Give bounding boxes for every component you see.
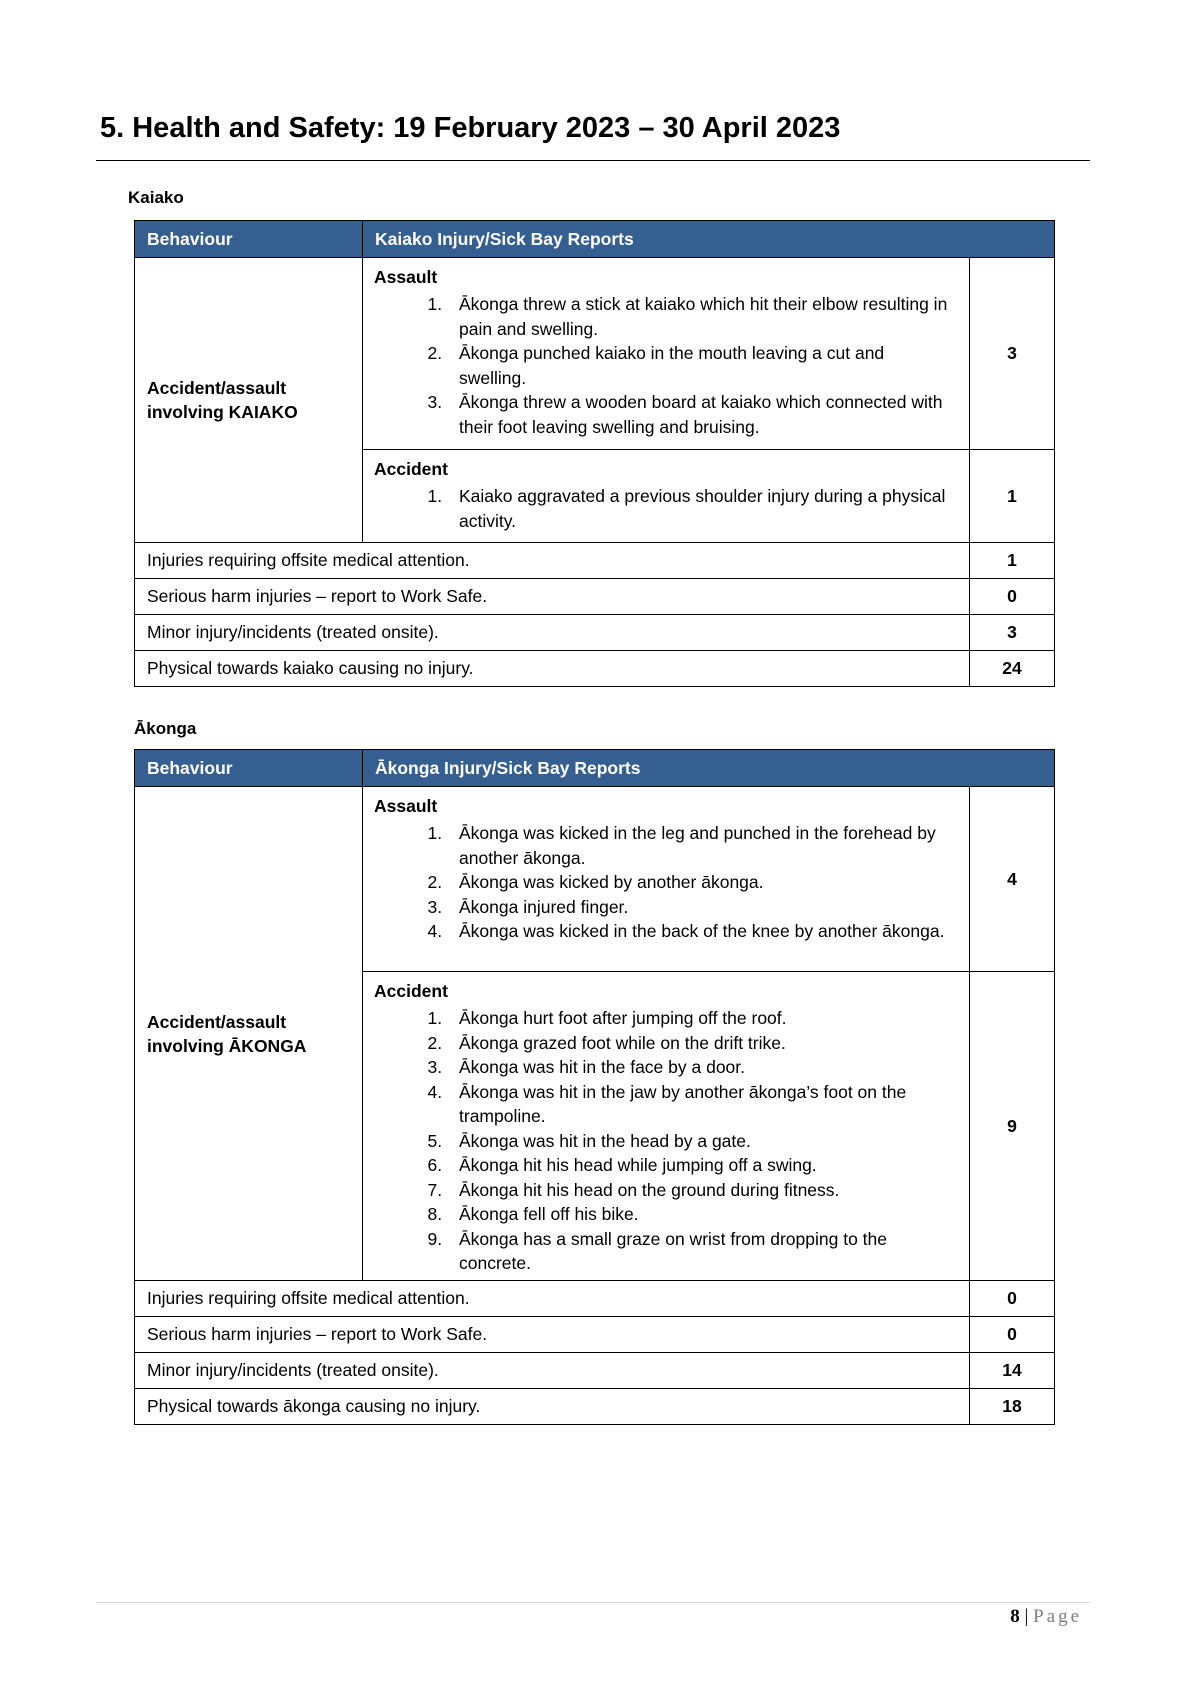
summary-value: 0 bbox=[970, 1281, 1055, 1317]
summary-value: 0 bbox=[970, 579, 1055, 615]
list-item: 7. Ākonga hit his head on the ground during fitness. bbox=[447, 1178, 955, 1203]
akonga-assault-count: 4 bbox=[970, 787, 1055, 972]
page-heading: 5. Health and Safety: 19 February 2023 – 30 April 2023 bbox=[100, 112, 841, 144]
akonga-header-row bbox=[135, 750, 1055, 787]
kaiako-accident-title: Accident bbox=[374, 459, 448, 479]
heading-rule bbox=[96, 160, 1090, 161]
table-row bbox=[135, 579, 1055, 615]
akonga-assault-list bbox=[363, 821, 969, 948]
summary-label: Serious harm injuries – report to Work Safe. bbox=[135, 579, 970, 615]
summary-value: 18 bbox=[970, 1389, 1055, 1425]
table-row bbox=[135, 1389, 1055, 1425]
summary-label: Injuries requiring offsite medical attention. bbox=[135, 1281, 970, 1317]
akonga-table bbox=[134, 749, 1055, 1425]
akonga-accident-count: 9 bbox=[970, 972, 1055, 1281]
list-item: 1. Ākonga threw a stick at kaiako which hit their elbow resulting in pain and swelling. bbox=[447, 292, 955, 341]
akonga-accident-cell bbox=[363, 972, 970, 1281]
akonga-behaviour-cell: Accident/assault involving ĀKONGA bbox=[135, 787, 363, 1281]
page-word: Page bbox=[1033, 1606, 1082, 1627]
list-item: 9. Ākonga has a small graze on wrist from dropping to the concrete. bbox=[447, 1227, 955, 1276]
akonga-col-behaviour: Behaviour bbox=[135, 750, 363, 787]
summary-value: 3 bbox=[970, 615, 1055, 651]
summary-value: 1 bbox=[970, 543, 1055, 579]
akonga-accident-list bbox=[363, 1006, 969, 1280]
list-item: 4. Ākonga was kicked in the back of the knee by another ākonga. bbox=[447, 919, 955, 944]
kaiako-assault-count: 3 bbox=[970, 258, 1055, 450]
list-item: 5. Ākonga was hit in the head by a gate. bbox=[447, 1129, 955, 1154]
kaiako-accident-list bbox=[363, 484, 969, 537]
kaiako-col-reports: Kaiako Injury/Sick Bay Reports bbox=[363, 221, 1055, 258]
summary-label: Minor injury/incidents (treated onsite). bbox=[135, 615, 970, 651]
page-footer bbox=[1010, 1606, 1082, 1628]
table-row bbox=[135, 543, 1055, 579]
list-item: 6. Ākonga hit his head while jumping off a swing. bbox=[447, 1153, 955, 1178]
footer-rule bbox=[96, 1602, 1090, 1603]
summary-label: Minor injury/incidents (treated onsite). bbox=[135, 1353, 970, 1389]
kaiako-accident-count: 1 bbox=[970, 450, 1055, 543]
kaiako-assault-cell bbox=[363, 258, 970, 450]
akonga-accident-title: Accident bbox=[374, 981, 448, 1001]
summary-value: 24 bbox=[970, 651, 1055, 687]
kaiako-accident-cell bbox=[363, 450, 970, 543]
list-item: 2. Ākonga was kicked by another ākonga. bbox=[447, 870, 955, 895]
list-item: 1. Ākonga was kicked in the leg and punched in the forehead by another ākonga. bbox=[447, 821, 955, 870]
list-item: 4. Ākonga was hit in the jaw by another ākonga’s foot on the trampoline. bbox=[447, 1080, 955, 1129]
list-item: 3. Ākonga threw a wooden board at kaiako which connected with their foot leaving swelling and bruising. bbox=[447, 390, 955, 439]
summary-label: Injuries requiring offsite medical attention. bbox=[135, 543, 970, 579]
kaiako-behaviour-cell: Accident/assault involving KAIAKO bbox=[135, 258, 363, 543]
list-item: 1. Kaiako aggravated a previous shoulder injury during a physical activity. bbox=[447, 484, 955, 533]
akonga-section-label: Ākonga bbox=[134, 719, 197, 738]
akonga-col-reports: Ākonga Injury/Sick Bay Reports bbox=[363, 750, 1055, 787]
table-row bbox=[135, 615, 1055, 651]
summary-label: Physical towards ākonga causing no injury. bbox=[135, 1389, 970, 1425]
summary-value: 0 bbox=[970, 1317, 1055, 1353]
kaiako-table bbox=[134, 220, 1055, 687]
kaiako-col-behaviour: Behaviour bbox=[135, 221, 363, 258]
table-row bbox=[135, 651, 1055, 687]
table-row bbox=[135, 1317, 1055, 1353]
list-item: 8. Ākonga fell off his bike. bbox=[447, 1202, 955, 1227]
footer-separator: | bbox=[1024, 1606, 1029, 1627]
list-item: 3. Ākonga was hit in the face by a door. bbox=[447, 1055, 955, 1080]
kaiako-header-row bbox=[135, 221, 1055, 258]
kaiako-section-label: Kaiako bbox=[128, 188, 184, 207]
table-row bbox=[135, 1353, 1055, 1389]
summary-label: Serious harm injuries – report to Work Safe. bbox=[135, 1317, 970, 1353]
table-row bbox=[135, 1281, 1055, 1317]
akonga-assault-row bbox=[135, 787, 1055, 972]
list-item: 2. Ākonga grazed foot while on the drift trike. bbox=[447, 1031, 955, 1056]
list-item: 3. Ākonga injured finger. bbox=[447, 895, 955, 920]
summary-label: Physical towards kaiako causing no injury. bbox=[135, 651, 970, 687]
list-item: 1. Ākonga hurt foot after jumping off the roof. bbox=[447, 1006, 955, 1031]
page-number: 8 bbox=[1010, 1606, 1020, 1627]
kaiako-assault-list bbox=[363, 292, 969, 443]
akonga-assault-cell bbox=[363, 787, 970, 972]
summary-value: 14 bbox=[970, 1353, 1055, 1389]
kaiako-assault-title: Assault bbox=[374, 267, 438, 287]
kaiako-assault-row bbox=[135, 258, 1055, 450]
list-item: 2. Ākonga punched kaiako in the mouth leaving a cut and swelling. bbox=[447, 341, 955, 390]
akonga-assault-title: Assault bbox=[374, 796, 438, 816]
